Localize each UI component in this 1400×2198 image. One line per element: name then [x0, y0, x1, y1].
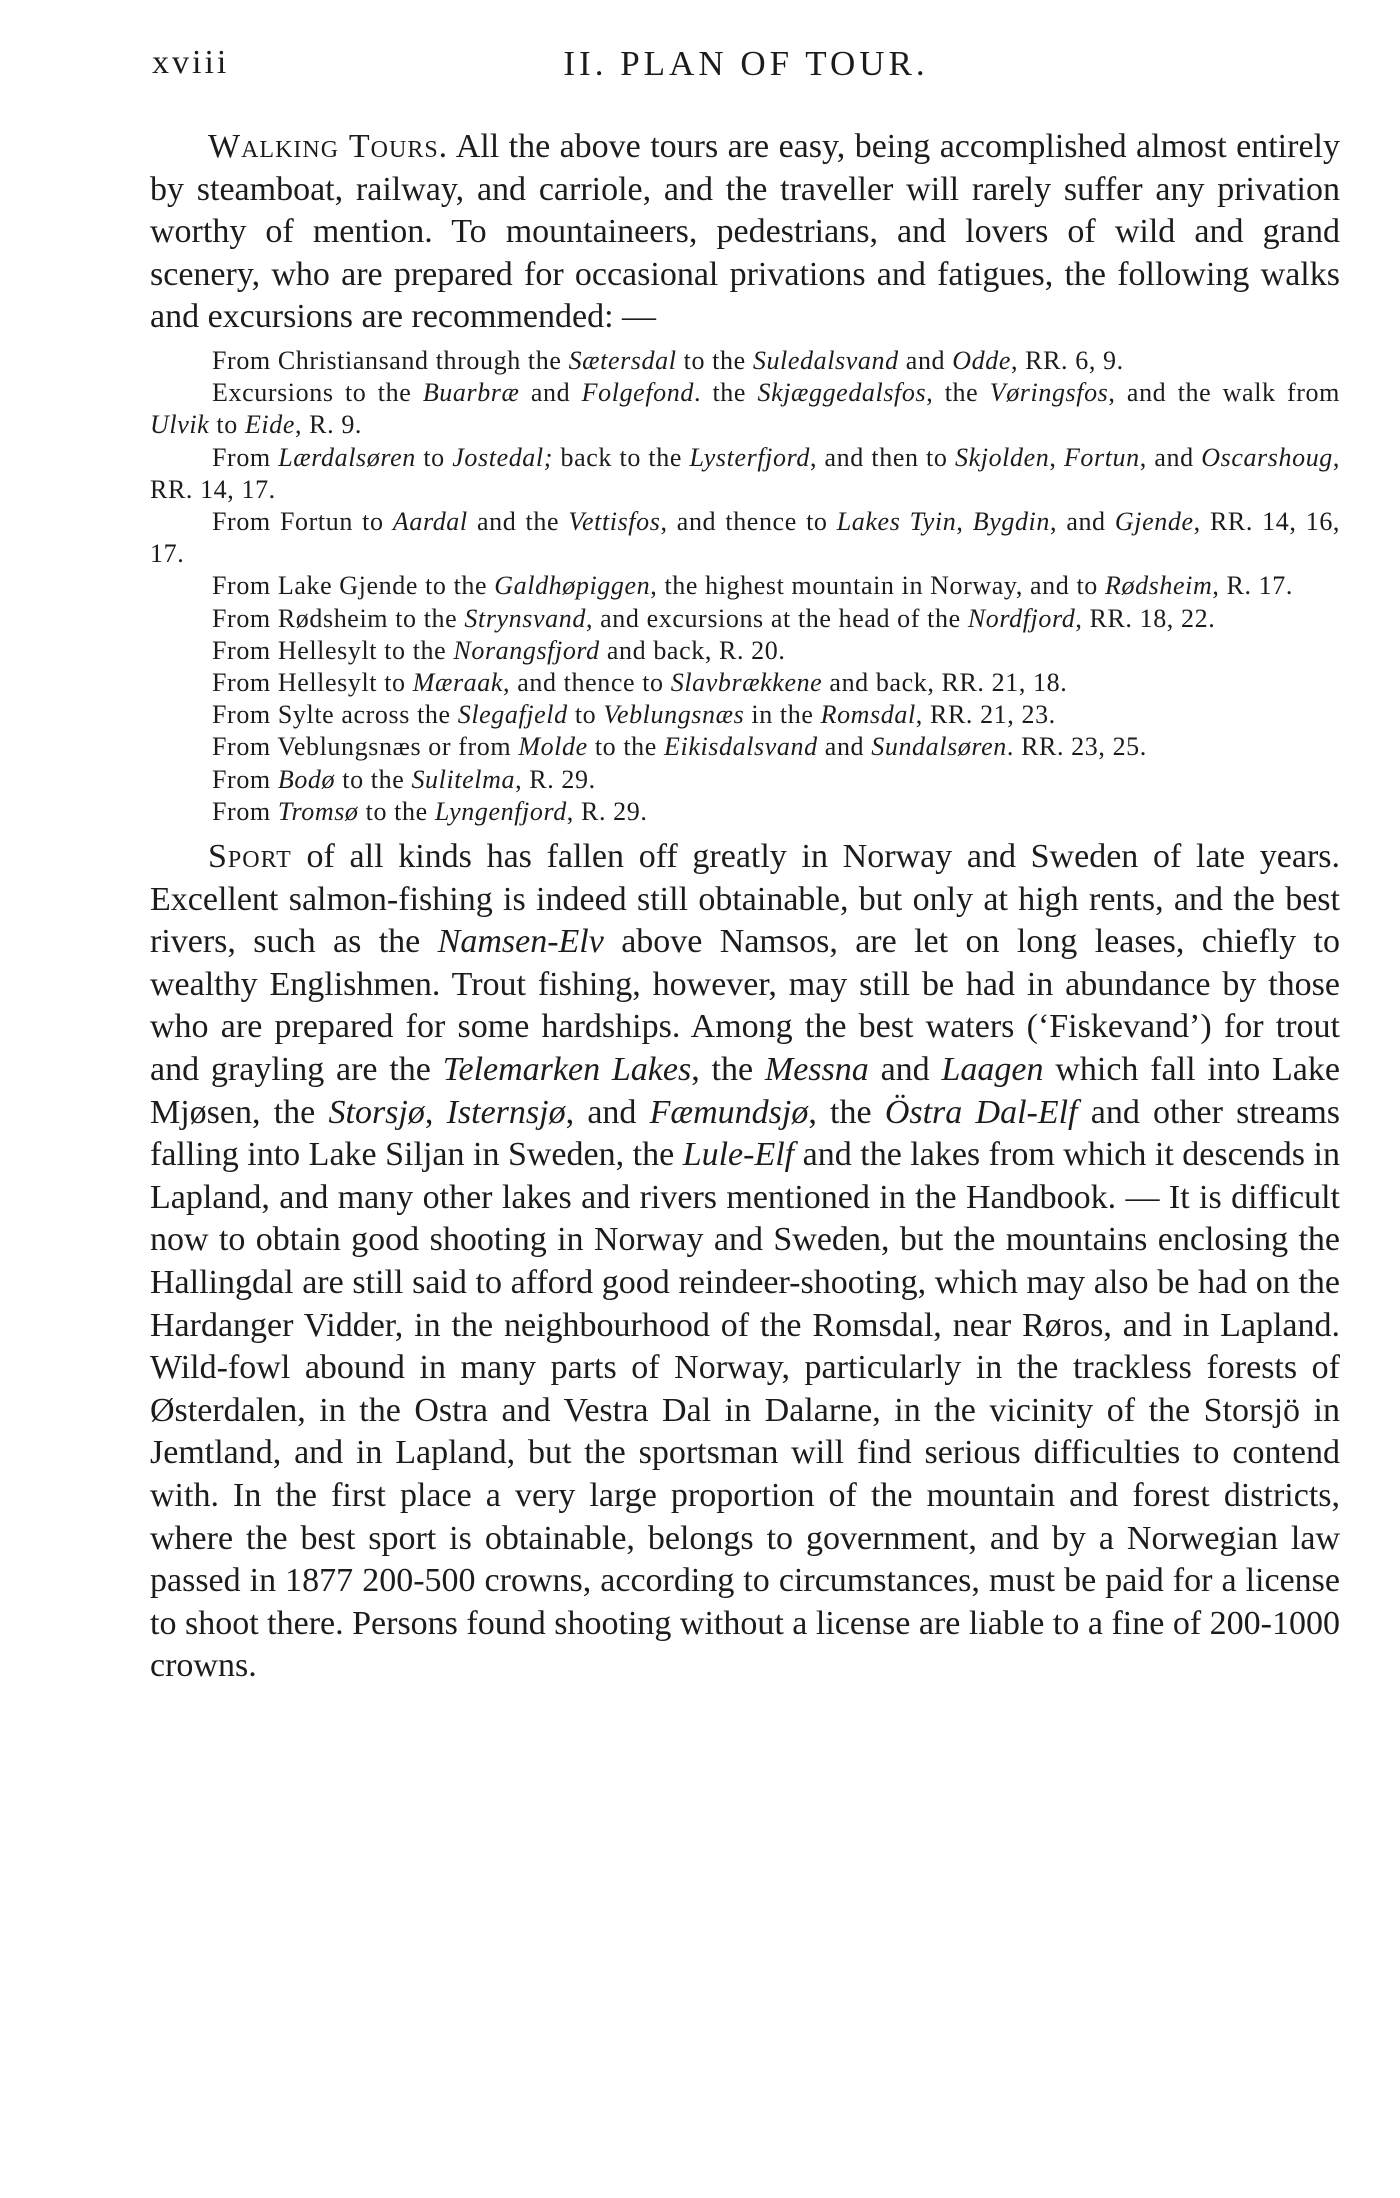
- text-run: , R. 29.: [566, 796, 648, 826]
- text-run: From Hellesylt to the: [212, 635, 454, 665]
- text-run: From Christiansand through the: [212, 345, 569, 375]
- text-run: From Hellesylt to: [212, 668, 413, 697]
- walking-tours-heading: Walking Tours.: [208, 128, 449, 165]
- walking-tours-paragraph: [150, 126, 1340, 339]
- text-run: and other streams falling into Lake Siljan in Sweden, the: [150, 1093, 1341, 1174]
- italic-term: Galdhøpiggen: [494, 571, 651, 601]
- italic-term: Molde: [518, 732, 588, 762]
- text-run: , and thence to: [660, 506, 837, 536]
- text-run: From Veblungsnæs or from: [212, 732, 519, 762]
- italic-term: Strynsvand: [464, 603, 586, 633]
- text-run: , the: [926, 378, 990, 408]
- sport-body: [150, 838, 1340, 1684]
- text-run: All the above tours are easy, being accomplished almost entirely by steamboat, railway, and carriole, and the traveller will rarely suffer any privation worthy of mention. To mountaineers, pedestrians, and lovers of wild and grand scenery, who are prepared for occasional privations and fatigues, the following walks and excursions are recommended: —: [150, 128, 1340, 336]
- italic-term: Veblungsnæs: [603, 700, 745, 730]
- text-run: , the: [691, 1050, 765, 1088]
- text-run: to: [209, 410, 245, 440]
- italic-term: Bodø: [277, 764, 336, 794]
- italic-term: Rødsheim: [1104, 571, 1213, 601]
- text-run: From: [212, 442, 279, 472]
- italic-term: Messna: [764, 1050, 869, 1088]
- italic-term: Nordfjord: [967, 603, 1076, 633]
- text-run: , RR. 18, 22.: [1075, 603, 1216, 633]
- text-run: , and thence to: [503, 668, 671, 697]
- italic-term: Eide: [244, 410, 295, 440]
- text-run: of all kinds has fallen off greatly in Norway and Sweden of late years. Excellent salmon-fishing is indeed still obtainable, but only at high rents, and the best rivers, such as the: [150, 838, 1340, 961]
- italic-term: Bygdin: [972, 506, 1050, 536]
- italic-term: Vøringsfos: [989, 378, 1109, 408]
- text-run: to: [415, 442, 453, 472]
- italic-term: Lysterfjord: [689, 442, 810, 472]
- text-run: and the: [467, 506, 569, 536]
- italic-term: Oscarshoug: [1201, 442, 1333, 472]
- text-run: From Fortun to: [212, 506, 393, 536]
- text-run: From Rødsheim to the: [212, 603, 465, 633]
- italic-term: Lule-Elf: [682, 1136, 795, 1174]
- text-run: back to the: [553, 442, 690, 472]
- italic-term: Lakes Tyin: [836, 506, 957, 536]
- italic-term: Vettisfos: [568, 506, 661, 536]
- text-run: and: [817, 732, 872, 762]
- text-run: , the: [808, 1093, 885, 1131]
- text-run: and: [868, 1050, 942, 1088]
- route-item: [150, 345, 1340, 377]
- italic-term: Ulvik: [150, 410, 210, 440]
- text-run: to: [567, 700, 604, 730]
- text-run: , the highest mountain in Norway, and to: [650, 571, 1105, 601]
- italic-term: Östra Dal-Elf: [884, 1093, 1078, 1131]
- text-run: above Namsos, are let on long leases, chiefly to wealthy Englishmen. Trout fishing, however, may still be had in abundance by those who are prepared for some hardships. Among the best waters (‘Fiskevand’) for trout and grayling are the: [150, 923, 1340, 1088]
- italic-term: Folgefond: [581, 378, 694, 408]
- italic-term: Tromsø: [277, 796, 359, 826]
- italic-term: Telemarken Lakes: [442, 1050, 692, 1088]
- route-item: [150, 635, 1340, 667]
- text-run: and: [898, 345, 953, 375]
- text-run: ,: [956, 506, 973, 536]
- italic-term: Slegafjeld: [457, 700, 568, 730]
- text-run: From Lake Gjende to the: [212, 571, 495, 601]
- text-run: ,: [1049, 442, 1064, 472]
- italic-term: Aardal: [392, 506, 468, 536]
- italic-term: Jostedal;: [452, 442, 553, 472]
- italic-term: Mæraak: [412, 668, 504, 697]
- italic-term: Slavbrækkene: [670, 668, 823, 697]
- text-run: , and then to: [809, 442, 955, 472]
- text-run: , RR. 14, 17.: [150, 442, 1340, 504]
- text-run: to the: [335, 764, 412, 794]
- italic-term: Norangsfjord: [453, 635, 600, 665]
- italic-term: Lærdalsøren: [278, 442, 416, 472]
- italic-term: Romsdal: [820, 700, 916, 730]
- route-list: [150, 345, 1340, 828]
- text-run: From Sylte across the: [212, 700, 458, 730]
- route-item: [150, 603, 1340, 635]
- italic-term: Suledalsvand: [752, 345, 899, 375]
- italic-term: Odde: [952, 345, 1011, 375]
- italic-term: Isternsjø: [446, 1093, 566, 1131]
- italic-term: Eikisdalsvand: [664, 732, 818, 762]
- text-run: to the: [676, 345, 753, 375]
- text-run: , R. 17.: [1212, 571, 1293, 601]
- text-run: ,: [424, 1093, 447, 1131]
- italic-term: Skjæggedalsfos: [757, 378, 927, 408]
- text-run: , and: [1049, 506, 1115, 536]
- italic-term: Gjende: [1114, 506, 1194, 536]
- route-item: [150, 506, 1340, 570]
- italic-term: Skjolden: [955, 442, 1050, 472]
- text-run: . the: [693, 378, 758, 408]
- italic-term: Lyngenfjord: [434, 796, 567, 826]
- text-run: and back, RR. 21, 18.: [822, 668, 1068, 697]
- page-number: xviii: [152, 44, 230, 81]
- text-run: and the lakes from which it descends in Lapland, and many other lakes and rivers mentioned in the Handbook. — It is difficult now to obtain good shooting in Norway and Sweden, but the mountains enclosing the Hallingdal are still said to afford good reindeer-shooting, which may also be had on the Hardanger Vidder, in the neighbourhood of the Romsdal, near Røros, and in Lapland. Wild-fowl abound in many parts of Norway, particularly in the trackless forests of Østerdalen, in the Ostra and Vestra Dal in Dalarne, in the vicinity of the Storsjö in Jemtland, and in Lapland, but the sportsman will find serious difficulties to contend with. In the first place a very large proportion of the mountain and forest districts, where the best sport is obtainable, belongs to government, and by a Norwegian law passed in 1877 200-500 crowns, according to circumstances, must be paid for a license to shoot there. Persons found shooting without a license are liable to a fine of 200-1000 crowns.: [150, 1136, 1341, 1685]
- route-item: [150, 796, 1340, 828]
- route-item: [150, 699, 1340, 731]
- italic-term: Buarbræ: [422, 378, 520, 408]
- text-run: , RR. 6, 9.: [1010, 345, 1124, 375]
- page-body: [150, 126, 1340, 1688]
- text-run: and: [519, 378, 582, 408]
- route-item: [150, 442, 1340, 506]
- text-run: , RR. 14, 16, 17.: [150, 506, 1341, 569]
- italic-term: Fortun: [1063, 442, 1140, 472]
- text-run: to the: [358, 796, 435, 826]
- text-run: which fall into Lake Mjøsen, the: [150, 1050, 1340, 1131]
- sport-paragraph: [150, 836, 1340, 1688]
- text-run: From: [212, 796, 278, 826]
- italic-term: Sætersdal: [568, 345, 677, 375]
- route-item: [150, 764, 1340, 796]
- text-run: From: [212, 764, 278, 794]
- italic-term: Fæmundsjø: [649, 1093, 809, 1131]
- page-header: [152, 44, 1340, 94]
- text-run: , R. 9.: [294, 410, 363, 440]
- italic-term: Laagen: [941, 1050, 1044, 1088]
- text-run: , and excursions at the head of the: [585, 603, 968, 633]
- route-item: [150, 731, 1340, 763]
- text-run: to the: [587, 732, 665, 762]
- italic-term: Storsjø: [328, 1093, 425, 1131]
- text-run: . RR. 23, 25.: [1006, 732, 1147, 762]
- text-run: and back, R. 20.: [599, 635, 786, 665]
- italic-term: Sundalsøren: [871, 732, 1007, 762]
- text-run: Excursions to the: [212, 378, 423, 408]
- route-item: [150, 667, 1340, 699]
- sport-heading: Sport: [208, 838, 292, 876]
- route-item: [150, 377, 1340, 441]
- text-run: , and the walk from: [1108, 378, 1340, 408]
- italic-term: Namsen-Elv: [437, 923, 604, 961]
- text-run: , and: [565, 1093, 650, 1131]
- route-item: [150, 570, 1340, 602]
- italic-term: Sulitelma: [411, 764, 516, 794]
- text-run: in the: [744, 700, 821, 730]
- text-run: , and: [1139, 442, 1202, 472]
- text-run: , R. 29.: [515, 764, 596, 794]
- running-head: II. PLAN OF TOUR.: [563, 44, 929, 83]
- text-run: , RR. 21, 23.: [915, 700, 1056, 730]
